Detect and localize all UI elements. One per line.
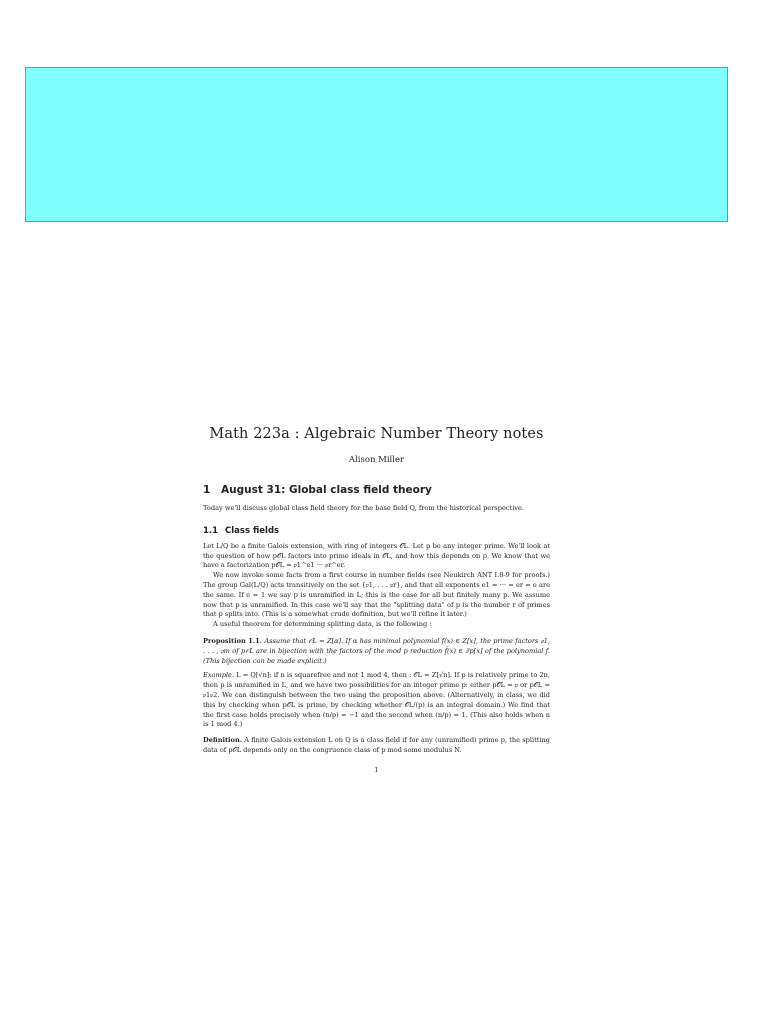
subsection-heading (203, 526, 550, 536)
subsection-title: Class fields (225, 525, 280, 536)
definition-label: Definition. (203, 736, 243, 745)
cyan-banner (25, 67, 728, 222)
example-text: L = Q[√n]; if n is squarefree and not 1 mod 4, then : 𝒪L = Z[√n]. If p is relatively prime to 2n, then p is unramified in L, and we have two possibilities for an integer prime p: either p𝒪L = 𝔭 or p𝒪L = 𝔭1𝔭2. We can distinguish between the two using the proposition above. (Alternatively, in class, we did this by checking when p𝒪L is prime, by checking whether 𝒪L/(p) is an integral domain.) We find that the first case holds precisely when (n/p) = −1 and the second when (n/p) = 1. (This also holds when n is 1 mod 4.) (203, 671, 550, 729)
paragraph-useful-theorem: A useful theorem for determining splitting data, is the following : (213, 620, 432, 629)
proposition (203, 637, 550, 666)
definition (203, 736, 550, 756)
proposition-label: Proposition 1.1. (203, 636, 263, 645)
paragraph-splitting: We now invoke some facts from a first course in number fields (see Neukirch ANT I.8-9 for proofs.) The group Gal(L/Q) acts transitively on the set {𝔭1, . . . 𝔭r}, and that all exponents e1 = ··· = er = e are the same. If e = 1 we say p is unramified in L; this is the case for all but finitely many p. We assume now that p is unramified. In this case we'll say that the "splitting data" of p is the number r of primes that p splits into. (This is a somewhat crude definition, but we'll refine it later.) (203, 571, 550, 619)
proposition-text: Assume that 𝒪L = Z[α]. If α has minimal polynomial f(x) ∈ Z[x], the prime factors 𝔭1, . . . , 𝔭m of p𝒪L are in bijection with the factors of the mod p reduction f̄(x) ∈ 𝔽p[x] of the polynomial f. (This bijection can be made explicit.) (203, 636, 550, 665)
section-title: August 31: Global class field theory (221, 484, 432, 496)
section-heading (203, 484, 550, 496)
paragraph-factorization: Let L/Q be a finite Galois extension, with ring of integers 𝒪L. Let p be any integer prime. We'll look at the question of how p𝒪L factors into prime ideals in 𝒪L, and how this depends on p. We know that we have a factorization p𝒪L = 𝔭1^e1 ··· 𝔭r^er. (203, 541, 550, 570)
subsection-number: 1.1 (203, 525, 219, 536)
paper-author: Alison Miller (348, 455, 405, 465)
intro-paragraph: Today we'll discuss global class field theory for the base field Q, from the historical perspective. (203, 504, 525, 512)
page-number: 1 (374, 765, 379, 774)
paper-page (203, 420, 550, 774)
definition-text: A finite Galois extension L on Q is a class field if for any (unramified) prime p, the splitting data of p𝒪L depends only on the congruence class of p mod some modulus N. (203, 736, 550, 754)
example-label: Example. (203, 671, 235, 680)
example (203, 671, 550, 730)
paper-title: Math 223a : Algebraic Number Theory notes (209, 426, 544, 442)
section-number: 1 (203, 484, 211, 496)
